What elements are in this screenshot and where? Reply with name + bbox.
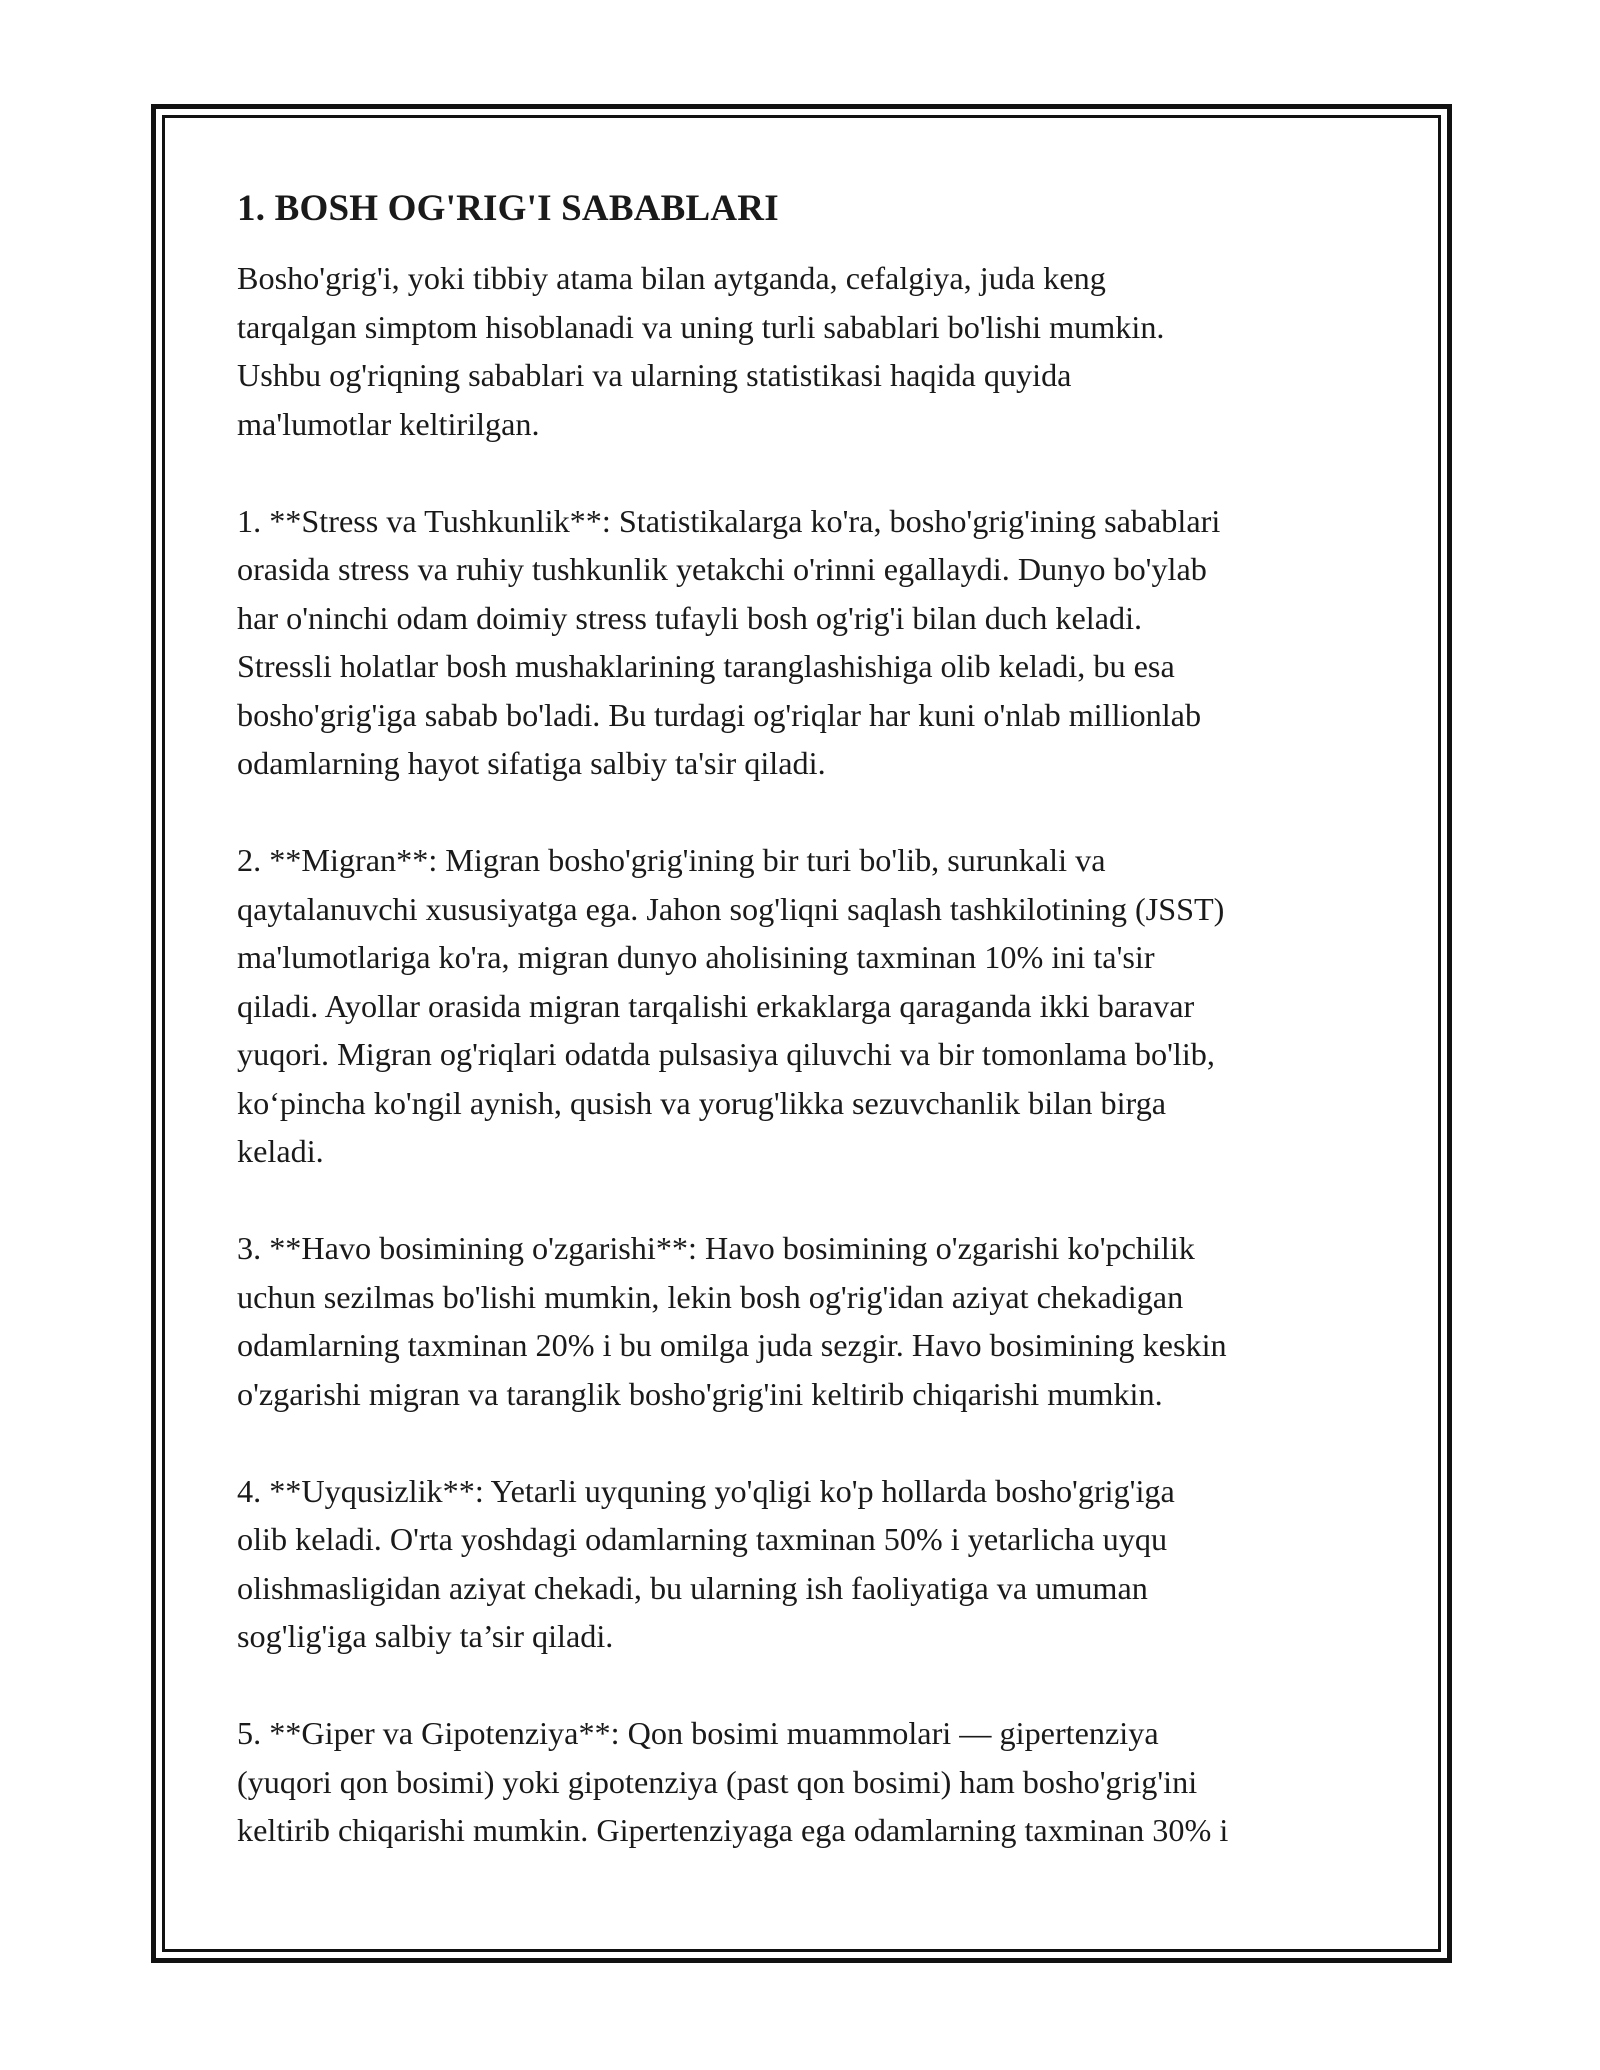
paragraph	[237, 1467, 1387, 1661]
text-line: (yuqori qon bosimi) yoki gipotenziya (past qon bosimi) ham bosho'grig'ini	[237, 1763, 1198, 1800]
text-line: odamlarning taxminan 20% i bu omilga juda sezgir. Havo bosimining keskin	[237, 1327, 1227, 1363]
paragraph-list	[237, 254, 1387, 1855]
text-line: ma'lumotlariga ko'ra, migran dunyo aholisining taxminan 10% ini ta'sir	[237, 939, 1155, 975]
text-line: Ushbu og'riqning sabablari va ularning statistikasi haqida quyida	[237, 357, 1072, 393]
text-line: ko‘pincha ko'ngil aynish, qusish va yorug'likka sezuvchanlik bilan birga	[237, 1084, 1167, 1121]
text-line: Bosho'grig'i, yoki tibbiy atama bilan aytganda, cefalgiya, juda keng	[237, 260, 1106, 296]
text-line: ma'lumotlar keltirilgan.	[237, 405, 540, 442]
text-line: har o'ninchi odam doimiy stress tufayli bosh og'rig'i bilan duch keladi.	[237, 599, 1143, 636]
text-line: yuqori. Migran og'riqlari odatda pulsasiya qiluvchi va bir tomonlama bo'lib,	[237, 1036, 1215, 1072]
text-line: olib keladi. O'rta yoshdagi odamlarning taxminan 50% i yetarlicha uyqu	[237, 1521, 1168, 1557]
paragraph	[237, 1709, 1387, 1855]
text-line: orasida stress va ruhiy tushkunlik yetakchi o'rinni egallaydi. Dunyo bo'ylab	[237, 551, 1207, 587]
text-line: o'zgarishi migran va taranglik bosho'grig'ini keltirib chiqarishi mumkin.	[237, 1375, 1163, 1412]
text-line: sog'lig'iga salbiy ta’sir qiladi.	[237, 1618, 614, 1654]
text-line: qaytalanuvchi xususiyatga ega. Jahon sog'liqni saqlash tashkilotining (JSST)	[237, 890, 1225, 927]
text-line: 1. **Stress va Tushkunlik**: Statistikalarga ko'ra, bosho'grig'ining sabablari	[237, 502, 1221, 539]
text-line: qiladi. Ayollar orasida migran tarqalishi erkaklarga qaraganda ikki baravar	[237, 987, 1195, 1024]
paragraph	[237, 254, 1387, 448]
text-line: 3. **Havo bosimining o'zgarishi**: Havo bosimining o'zgarishi ko'pchilik	[237, 1230, 1195, 1266]
paragraph	[237, 497, 1387, 788]
paragraph	[237, 836, 1387, 1176]
document-title: 1. BOSH OG'RIG'I SABABLARI	[237, 188, 779, 229]
text-line: keltirib chiqarishi mumkin. Gipertenziyaga ega odamlarning taxminan 30% i	[237, 1812, 1229, 1848]
text-line: keladi.	[237, 1133, 324, 1169]
text-line: odamlarning hayot sifatiga salbiy ta'sir qiladi.	[237, 745, 826, 781]
text-line: olishmasligidan aziyat chekadi, bu ularning ish faoliyatiga va umuman	[237, 1569, 1148, 1606]
document-body	[237, 185, 1387, 1903]
text-line: 2. **Migran**: Migran bosho'grig'ining bir turi bo'lib, surunkali va	[237, 842, 1106, 878]
text-line: 4. **Uyqusizlik**: Yetarli uyquning yo'qligi ko'p hollarda bosho'grig'iga	[237, 1472, 1175, 1509]
text-line: 5. **Giper va Gipotenziya**: Qon bosimi muammolari — gipertenziya	[237, 1715, 1159, 1751]
text-line: uchun sezilmas bo'lishi mumkin, lekin bosh og'rig'idan aziyat chekadigan	[237, 1278, 1184, 1315]
text-line: bosho'grig'iga sabab bo'ladi. Bu turdagi og'riqlar har kuni o'nlab millionlab	[237, 696, 1202, 733]
paragraph	[237, 1224, 1387, 1418]
text-line: Stressli holatlar bosh mushaklarining taranglashishiga olib keladi, bu esa	[237, 648, 1175, 684]
text-line: tarqalgan simptom hisoblanadi va uning turli sabablari bo'lishi mumkin.	[237, 308, 1165, 345]
